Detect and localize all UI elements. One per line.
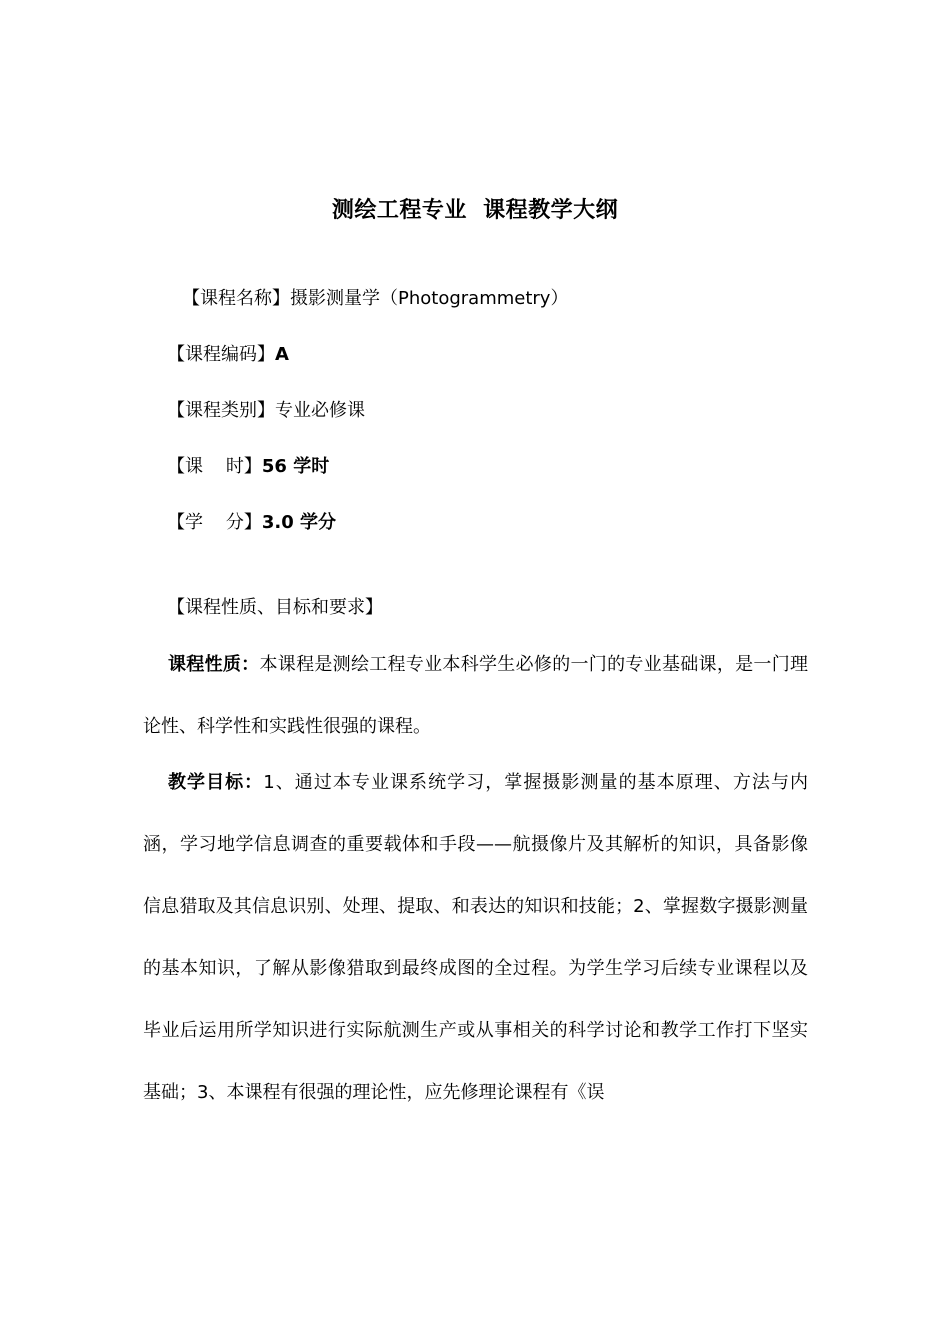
course-credits-field (167, 510, 336, 536)
course-category-value: 专业必修课 (275, 400, 365, 421)
course-code-label: 【课程编码】 (167, 344, 275, 365)
course-hours-label: 【课 时】 (167, 456, 262, 477)
course-name-value: 摄影测量学（Photogrammetry） (290, 288, 569, 309)
course-name-field (182, 286, 568, 312)
course-hours-value: 56 学时 (261, 456, 330, 477)
teaching-goals-text: 1、通过本专业课系统学习，掌握摄影测量的基本原理、方法与内涵，学习地学信息调查的重要载体和手段——航摄像片及其解析的知识，具备影像信息猎取及其信息识别、处理、提取、和表达的知识和技能；2、掌握数字摄影测量的基本知识，了解从影像猎取到最终成图的全过程。为学生学习后续专业课程以及毕业后运用所学知识进行实际航测生产或从事相关的科学讨论和教学工作打下坚实基础；3、本课程有很强的理论性，应先修理论课程有《误 (143, 772, 808, 1103)
course-nature-paragraph (143, 634, 808, 758)
course-category-label: 【课程类别】 (167, 400, 275, 421)
course-credits-label: 【学 分】 (167, 512, 262, 533)
course-code-field (167, 342, 289, 368)
document-title: 测绘工程专业 课程教学大纲 (331, 198, 619, 223)
course-hours-field (167, 454, 329, 480)
course-category-field (167, 398, 365, 424)
course-nature-text: 本课程是测绘工程专业本科学生必修的一门的专业基础课，是一门理论性、科学性和实践性很强的课程。 (143, 654, 809, 737)
course-code-value: A (275, 344, 289, 365)
section-heading: 【课程性质、目标和要求】 (167, 597, 383, 618)
course-credits-value: 3.0 学分 (261, 512, 337, 533)
teaching-goals-paragraph (143, 752, 808, 1124)
course-nature-lead: 课程性质： (168, 654, 260, 675)
teaching-goals-lead: 教学目标： (168, 772, 264, 793)
course-name-label: 【课程名称】 (182, 288, 290, 309)
